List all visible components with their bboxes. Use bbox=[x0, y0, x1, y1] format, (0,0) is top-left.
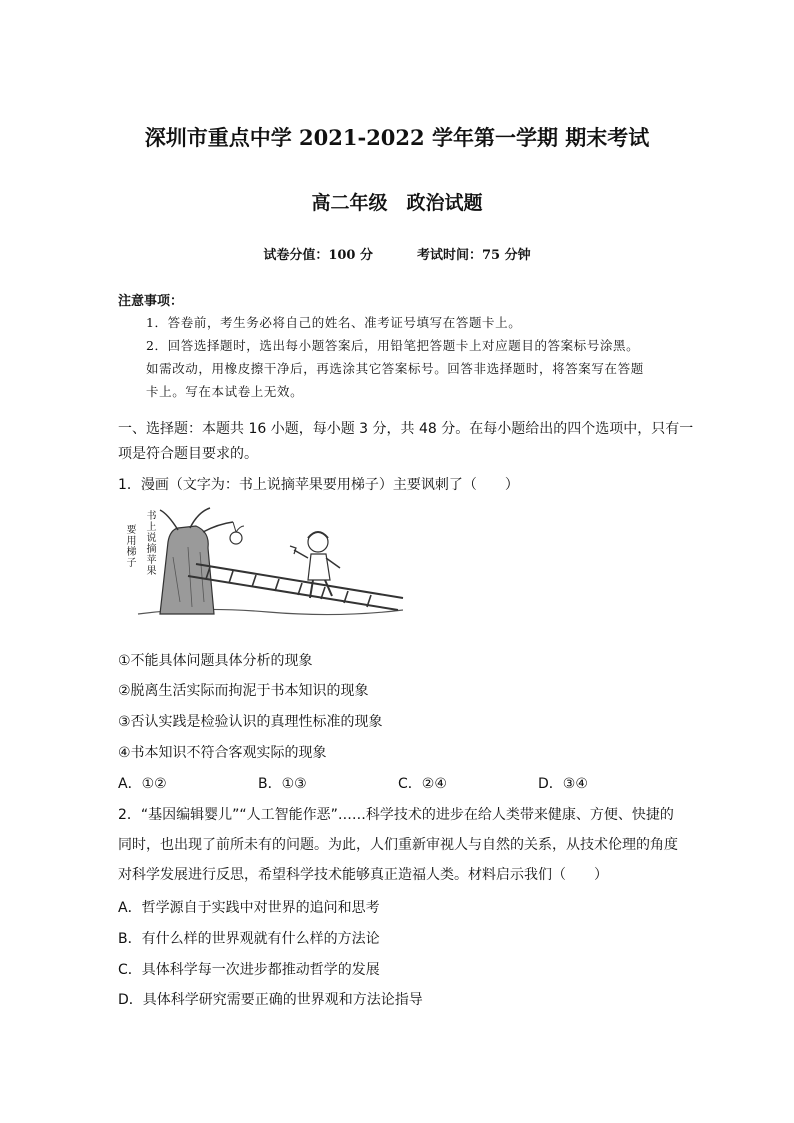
note-line: 卡上。写在本试卷上无效。 bbox=[146, 384, 304, 399]
section-intro: 一、选择题：本题共 16 小题，每小题 3 分，共 48 分。在每小题给出的四个选项中，只有一 bbox=[118, 421, 694, 437]
question-1-choices bbox=[118, 773, 678, 793]
score-info: 试卷分值：100 分 bbox=[263, 248, 374, 263]
statement-1: ①不能具体问题具体分析的现象 bbox=[118, 653, 313, 669]
question-2-option-a[interactable]: A．哲学源自于实践中对世界的追问和思考 bbox=[118, 900, 380, 916]
cartoon-caption-side: 要用梯子 bbox=[124, 524, 135, 568]
note-line: 2．回答选择题时，选出每小题答案后，用铅笔把答题卡上对应题目的答案标号涂黑。 bbox=[146, 338, 640, 353]
exam-meta bbox=[0, 244, 794, 263]
time-info: 考试时间：75 分钟 bbox=[417, 248, 531, 263]
choice-a[interactable]: A．①② bbox=[118, 776, 167, 792]
question-2-stem-line3: 对科学发展进行反思，希望科学技术能够真正造福人类。材料启示我们（ ） bbox=[118, 867, 608, 883]
choice-d[interactable]: D．③④ bbox=[538, 776, 588, 792]
question-2-stem-line1: 2．“基因编辑婴儿”“人工智能作恶”……科学技术的进步在给人类带来健康、方便、快捷的 bbox=[118, 807, 674, 823]
statement-2: ②脱离生活实际而拘泥于书本知识的现象 bbox=[118, 683, 369, 699]
question-2-option-d[interactable]: D．具体科学研究需要正确的世界观和方法论指导 bbox=[118, 992, 423, 1008]
choice-b[interactable]: B．①③ bbox=[258, 776, 307, 792]
question-2-option-b[interactable]: B．有什么样的世界观就有什么样的方法论 bbox=[118, 931, 380, 947]
exam-title: 深圳市重点中学 2021-2022 学年第一学期 期末考试 bbox=[144, 125, 650, 150]
notes-heading: 注意事项： bbox=[118, 294, 184, 309]
exam-subtitle: 高二年级 政治试题 bbox=[311, 192, 483, 214]
cartoon-image bbox=[118, 502, 408, 627]
question-2-option-c[interactable]: C．具体科学每一次进步都推动哲学的发展 bbox=[118, 962, 380, 978]
note-line: 1．答卷前，考生务必将自己的姓名、准考证号填写在答题卡上。 bbox=[146, 315, 522, 330]
choice-c[interactable]: C．②④ bbox=[398, 776, 447, 792]
question-1-stem: 1．漫画（文字为：书上说摘苹果要用梯子）主要讽刺了（ ） bbox=[118, 477, 519, 493]
cartoon-illustration bbox=[118, 502, 408, 627]
cartoon-caption-tree: 书上说摘苹果 bbox=[144, 510, 155, 576]
question-2-stem-line2: 同时，也出现了前所未有的问题。为此，人们重新审视人与自然的关系，从技术伦理的角度 bbox=[118, 837, 678, 853]
statement-3: ③否认实践是检验认识的真理性标准的现象 bbox=[118, 714, 383, 730]
section-intro-cont: 项是符合题目要求的。 bbox=[118, 446, 258, 462]
statement-4: ④书本知识不符合客观实际的现象 bbox=[118, 745, 327, 761]
note-line: 如需改动，用橡皮擦干净后，再选涂其它答案标号。回答非选择题时，将答案写在答题 bbox=[146, 361, 644, 376]
